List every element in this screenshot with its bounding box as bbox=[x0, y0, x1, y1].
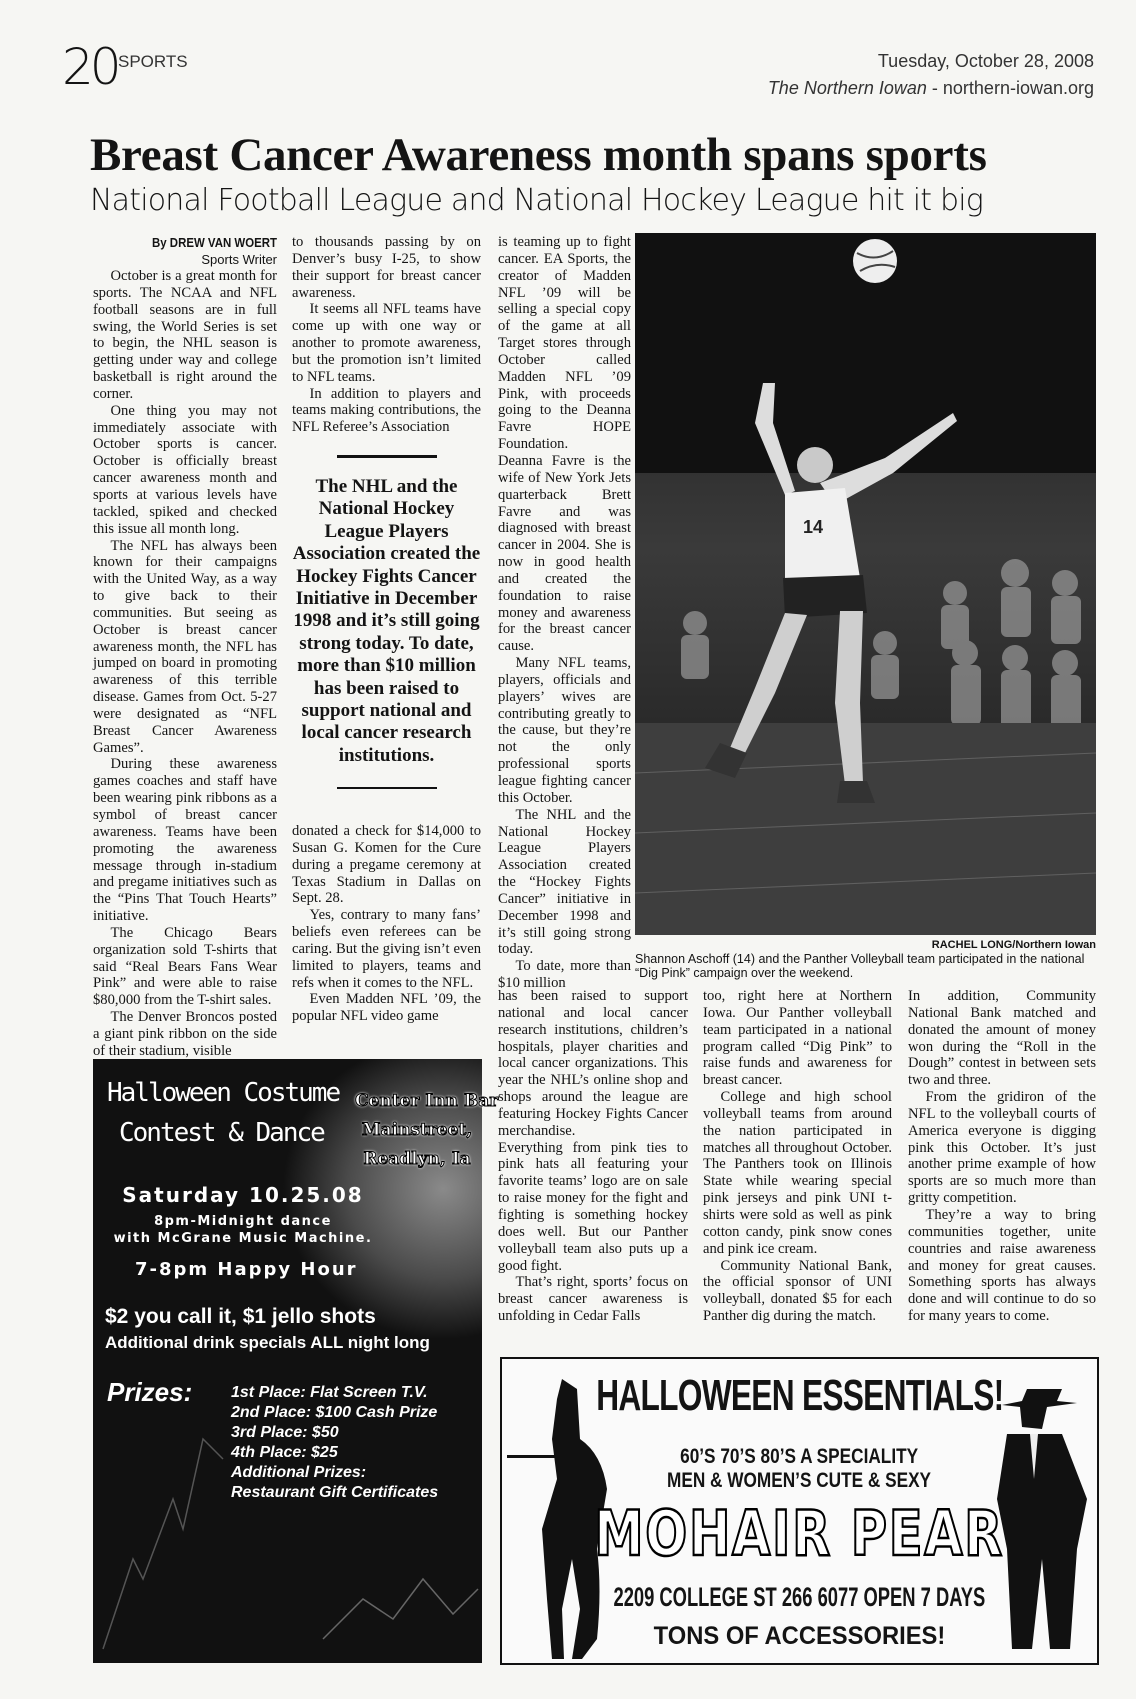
venue-line: Center Inn Bar bbox=[355, 1091, 499, 1111]
pull-quote bbox=[292, 455, 481, 789]
article-column-4 bbox=[703, 988, 892, 1325]
ad-title-line: Halloween Costume bbox=[107, 1078, 340, 1108]
paragraph: The Denver Broncos posted a giant pink ribbon on the side of their stadium, visible bbox=[93, 1009, 277, 1059]
prize-item: 1st Place: Flat Screen T.V. bbox=[231, 1384, 428, 1401]
paragraph: That’s right, sports’ focus on breast cancer awareness is unfolding in Cedar Falls bbox=[498, 1274, 688, 1325]
prizes-list bbox=[231, 1383, 438, 1503]
halloween-contest-ad bbox=[93, 1059, 499, 1663]
ad-tagline: TONS OF ACCESSORIES! bbox=[653, 1622, 946, 1650]
paragraph: To date, more than $10 million bbox=[498, 958, 631, 992]
venue-line: Mainstreet, bbox=[361, 1120, 473, 1140]
happy-hour: 7-8pm Happy Hour bbox=[135, 1259, 358, 1280]
venue-line: Readlyn, Ia bbox=[363, 1149, 471, 1169]
paragraph: Many NFL teams, players, officials and players’ wives are contributing greatly to the cause, but they’re not the only professional sports league fighting cancer this October. bbox=[498, 655, 631, 806]
store-name-row bbox=[502, 1499, 1097, 1569]
pull-quote-rule bbox=[337, 455, 437, 458]
paragraph: It seems all NFL teams have come up with one way or another to promote awareness, but the promotion isn’t limited to NFL teams. bbox=[292, 301, 481, 385]
ad-title bbox=[107, 1073, 347, 1153]
volleyball-player-image bbox=[635, 233, 1096, 935]
paragraph: too, right here at Northern Iowa. Our Panther volleyball team participated in a national program called “Dig Pink” to raise funds and awareness for breast cancer. bbox=[703, 988, 892, 1089]
venue bbox=[355, 1087, 499, 1174]
paragraph: The NFL has always been known for their campaigns with the United Way, as a way to give back to their communities. But seeing as October is breast cancer awareness month, the NFL has jumped on board in promoting awareness of this terrible disease. Games from Oct. 5-27 were designated as “NFL Breast Cancer Awareness Games”. bbox=[93, 537, 277, 756]
photo-credit: RACHEL LONG/Northern Iowan bbox=[931, 939, 1096, 951]
dance-info bbox=[93, 1213, 393, 1247]
paragraph: College and high school volleyball teams from around the nation participated in matches all throughout October. The Panthers took on Illinois State while wearing special pink jerseys and pink UNI t-shirts were sold as well as pink cotton candy, pink snow cones and pink ice cream. bbox=[703, 1089, 892, 1257]
byline: By DREW VAN WOERT bbox=[151, 235, 277, 250]
prize-item: Restaurant Gift Certificates bbox=[231, 1484, 439, 1501]
website: northern-iowan.org bbox=[942, 78, 1094, 98]
paragraph: to thousands passing by on Denver’s busy I-25, to show their support for breast cancer awareness. bbox=[292, 234, 481, 301]
paragraph: During these awareness games coaches and staff have been wearing pink ribbons as a symbol of breast cancer awareness. Teams have been promoting the awareness message through in-stadium and pregame initiatives such as the “Pins That Touch Hearts” initiative. bbox=[93, 756, 277, 925]
paragraph: has been raised to support national and local cancer research institutions, children’s hospitals, player charities and local cancer organizations. This year the NHL’s online shop and shops around the league are featuring Hockey Fights Cancer merchandise. bbox=[498, 988, 688, 1139]
paragraph: October is a great month for sports. The NCAA and NFL football seasons are in full swing, the World Series is set to begin, the NHL season is getting under way and college basketball is right around the corner. bbox=[93, 268, 277, 402]
article-column-1 bbox=[93, 234, 277, 1060]
article-column-3-bottom bbox=[498, 988, 688, 1325]
paragraph: Even Madden NFL ’09, the popular NFL video game bbox=[292, 991, 481, 1025]
jersey-number: 14 bbox=[803, 517, 824, 537]
store-name: MOHAIR PEAR bbox=[594, 1497, 1005, 1570]
paper-info bbox=[768, 75, 1094, 102]
writer-title: Sports Writer bbox=[201, 252, 277, 267]
issue-date: Tuesday, October 28, 2008 bbox=[877, 51, 1094, 71]
article-column-2-bottom bbox=[292, 823, 481, 1025]
ad-tagline-row bbox=[502, 1621, 1097, 1651]
paragraph: is teaming up to fight cancer. EA Sports, the creator of Madden NFL ’09 will be selling a special copy of the game at all Target stores through October called Madden NFL ’09 Pink, with proceeds going to the Deanna Favre HOPE Foundation. bbox=[498, 234, 631, 453]
headline: Breast Cancer Awareness month spans sports bbox=[90, 129, 987, 181]
pull-quote-rule bbox=[337, 787, 437, 789]
ad-headline-row bbox=[502, 1371, 1097, 1421]
paragraph: The NHL and the National Hockey League Players Association created the “Hockey Fights Cancer” initiative in December 1998 and it’s still going strong today. bbox=[498, 806, 631, 958]
paragraph: They’re a way to bring communities together, unite countries and raise awareness and money for great causes. Something sports has always done and will continue to do so for many years to come. bbox=[908, 1206, 1096, 1325]
drink-specials: Additional drink specials ALL night long bbox=[105, 1333, 430, 1352]
dance-line: 8pm-Midnight dance bbox=[154, 1214, 332, 1229]
paper-name: The Northern Iowan bbox=[767, 78, 927, 98]
volleyball-photo bbox=[635, 233, 1096, 935]
volleyball-icon bbox=[853, 239, 897, 283]
store-address: 2209 COLLEGE ST 266 6077 OPEN 7 DAYS bbox=[613, 1582, 986, 1612]
prize-item: Additional Prizes: bbox=[231, 1464, 367, 1481]
dance-line: with McGrane Music Machine. bbox=[113, 1231, 373, 1246]
paragraph: The Chicago Bears organization sold T-shirts that said “Real Bears Fans Wear Pink” and were able to raise $80,000 from the T-shirt sales. bbox=[93, 924, 277, 1009]
separator: - bbox=[926, 78, 943, 98]
ad-line-2: MEN & WOMEN’S CUTE & SEXY bbox=[667, 1469, 932, 1492]
article-column-2-top bbox=[292, 234, 481, 436]
mohair-pear-ad bbox=[500, 1357, 1099, 1665]
article-column-5 bbox=[908, 988, 1096, 1325]
paragraph: Yes, contrary to many fans’ beliefs even referees can be caring. But the giving isn’t even limited to players, teams and refs when it comes to the NFL. bbox=[292, 907, 481, 991]
section-label: SPORTS bbox=[118, 52, 188, 71]
paragraph: donated a check for $14,000 to Susan G. Komen for the Cure during a pregame ceremony at Texas Stadium in Dallas on Sept. 28. bbox=[292, 823, 481, 907]
specials: $2 you call it, $1 jello shots bbox=[105, 1305, 376, 1328]
paragraph: Deanna Favre is the wife of New York Jets quarterback Brett Favre and was diagnosed with breast cancer in 2004. She is now in good health and created the foundation to raise money and awareness for the breast cancer cause. bbox=[498, 452, 631, 655]
pull-quote-text: The NHL and the National Hockey League Players Association created the Hockey Fights Cancer Initiative in December 1998 and it’s still going strong today. To date, more than $10 million has been raised to support national and local cancer research institutions. bbox=[292, 476, 481, 766]
prize-item: 3rd Place: $50 bbox=[231, 1424, 339, 1441]
ad-headline: HALLOWEEN ESSENTIALS! bbox=[595, 1371, 1004, 1420]
photo-caption: Shannon Aschoff (14) and the Panther Volleyball team participated in the national “Dig Pink” campaign over the weekend. bbox=[635, 952, 1085, 980]
article-column-3-top bbox=[498, 234, 631, 992]
prize-item: 2nd Place: $100 Cash Prize bbox=[231, 1404, 438, 1421]
ad-line-1: 60’S 70’S 80’S A SPECIALITY bbox=[680, 1445, 919, 1468]
subheadline: National Football League and National Hockey League hit it big bbox=[90, 183, 983, 218]
ad-title-line: Contest & Dance bbox=[119, 1118, 324, 1148]
prize-item: 4th Place: $25 bbox=[231, 1444, 338, 1461]
paragraph: In addition, Community National Bank matched and donated the amount of money won during the “Roll in the Dough” contest in between sets two and three. bbox=[908, 988, 1096, 1089]
paragraph: In addition to players and teams making contributions, the NFL Referee’s Association bbox=[292, 385, 481, 436]
page-number: 20 bbox=[62, 38, 118, 96]
paragraph: Community National Bank, the official sponsor of UNI volleyball, donated $5 for each Panther dig during the match. bbox=[703, 1257, 892, 1325]
dateline bbox=[768, 48, 1094, 102]
paragraph: One thing you may not immediately associate with October sports is cancer. October is officially breast cancer awareness month and sports at various levels have tackled, spiked and checked this issue all month long. bbox=[93, 402, 277, 537]
prizes-label: Prizes: bbox=[107, 1377, 193, 1407]
ad-line bbox=[502, 1445, 1097, 1493]
paragraph: Everything from pink ties to pink hats all featuring your favorite teams’ logo are on sale to raise money for the fight and fighting is something hockey does well. But our Panther volleyball team also puts up a good fight. bbox=[498, 1139, 688, 1274]
event-date: Saturday 10.25.08 bbox=[122, 1183, 364, 1207]
paragraph: From the gridiron of the NFL to the volleyball courts of America everyone is digging pink this October. It’s just another prime example of how sports are so much more than gritty competition. bbox=[908, 1089, 1096, 1207]
store-address-row bbox=[502, 1581, 1097, 1613]
